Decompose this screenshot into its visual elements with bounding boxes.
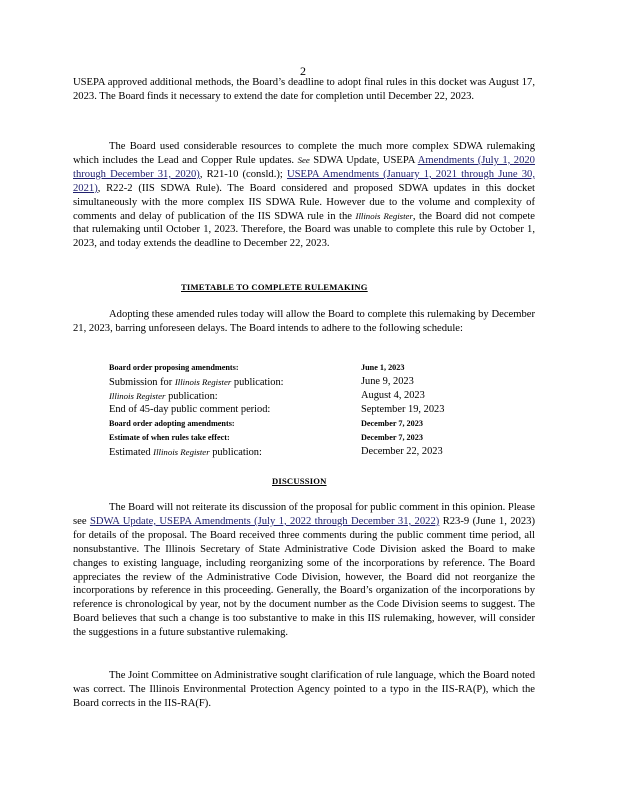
publication-name: Illinois Register: [174, 377, 232, 387]
paragraph-joint-committee: [73, 669, 535, 711]
citation-signal: See: [297, 154, 310, 165]
timetable-heading: TIMETABLE TO COMPLETE RULEMAKING: [181, 282, 368, 292]
schedule-row: [109, 445, 469, 459]
paragraph-text: R23-9 (June 1, 2023) for details of the proposal. The Board received three comments during the public comment time period, all nonsubstantive. The Illinois Secretary of State Administrative Code Division asked the Board to make changes to existing language, including reorganizing some of the incorporations by reference. The Board appreciates the review of the Administrative Code Division, however, the Board did not reorganize the incorporations by reference in this proceeding. Generally, the Board’s organization of the incorporations by reference is chronological by year, not by the document number as the Code Division seems to suggest. The Board believes that such a change is too substantive to make in this IIS rulemaking, however, will consider the suggestions in a future substantive rulemaking.: [73, 515, 535, 639]
schedule-label: Illinois Register publication:: [109, 391, 218, 402]
paragraph-text: Adopting these amended rules today will allow the Board to complete this rulemaking by December 21, 2023, barring unforeseen delays. The Board intends to adhere to the following schedule:: [73, 309, 535, 334]
schedule-label: Estimate of when rules take effect:: [109, 433, 230, 442]
paragraph-text: USEPA approved additional methods, the Board’s deadline to adopt final rules in this docket was August 17, 2023. The Board finds it necessary to extend the date for completion until December 22, 2023.: [73, 77, 535, 102]
schedule-date: December 7, 2023: [361, 433, 423, 442]
schedule-label: Estimated Illinois Register publication:: [109, 447, 262, 458]
publication-name: Illinois Register: [355, 210, 413, 221]
schedule-date: December 7, 2023: [361, 419, 423, 428]
schedule-row: [109, 431, 469, 445]
paragraph-discussion: [73, 501, 535, 640]
schedule-date: August 4, 2023: [361, 390, 425, 401]
schedule-row: [109, 375, 469, 389]
paragraph-resources: [73, 140, 535, 251]
discussion-heading: DISCUSSION: [272, 476, 327, 486]
paragraph-timetable: [73, 308, 535, 336]
paragraph-text: The Joint Committee on Administrative sought clarification of rule language, which the Board noted was correct. The Illinois Environmental Protection Agency pointed to a typo in the IIS-RA(P), which the Board corrects in the IIS-RA(F).: [73, 670, 536, 709]
schedule-row: [109, 389, 469, 403]
citation-link[interactable]: Amendments (July 1, 2020 through December 31, 2020): [73, 154, 535, 180]
schedule-date: June 1, 2023: [361, 363, 405, 372]
schedule-table: [109, 361, 469, 459]
schedule-label: Submission for Illinois Register publication:: [109, 377, 284, 388]
citation-link[interactable]: USEPA Amendments (January 1, 2021 through June 30, 2021): [73, 168, 535, 194]
schedule-label: Board order proposing amendments:: [109, 363, 239, 372]
schedule-date: June 9, 2023: [361, 376, 414, 387]
publication-name: Illinois Register: [153, 447, 210, 457]
schedule-row: [109, 403, 469, 417]
paragraph-text: SDWA Update, USEPA: [313, 154, 415, 166]
schedule-date: December 22, 2023: [361, 446, 443, 457]
schedule-label: End of 45-day public comment period:: [109, 404, 271, 415]
paragraph-text: The Board used considerable resources to complete the much more complex SDWA rulemaking which includes the Lead and Copper Rule updates.: [73, 141, 535, 166]
schedule-row: [109, 417, 469, 431]
schedule-label: Board order adopting amendments:: [109, 419, 235, 428]
paragraph-deadline: [73, 76, 535, 104]
schedule-row: [109, 361, 469, 375]
paragraph-text: , R22-2 (IIS SDWA Rule). The Board considered and proposed SDWA updates in this docket simultaneously with the more complex IIS SDWA Rule. However due to the volume and complexity of comments and delay of publication of the IIS SDWA rule in the: [73, 182, 535, 222]
schedule-date: September 19, 2023: [361, 404, 445, 415]
publication-name: Illinois Register: [109, 391, 166, 401]
citation-link[interactable]: SDWA Update, USEPA Amendments (July 1, 2022 through December 31, 2022): [89, 515, 440, 527]
paragraph-text: , the Board did not compete that rulemaking until October 1, 2023. Therefore, the Board was unable to complete this rule by October 1, 2023, and today extends the deadline to December 22, 2023.: [73, 210, 535, 250]
paragraph-text: , R21-10 (consld.);: [199, 168, 283, 180]
page-number: 2: [300, 64, 306, 78]
paragraph-text: The Board will not reiterate its discussion of the proposal for public comment in this opinion. Please see: [73, 502, 535, 527]
